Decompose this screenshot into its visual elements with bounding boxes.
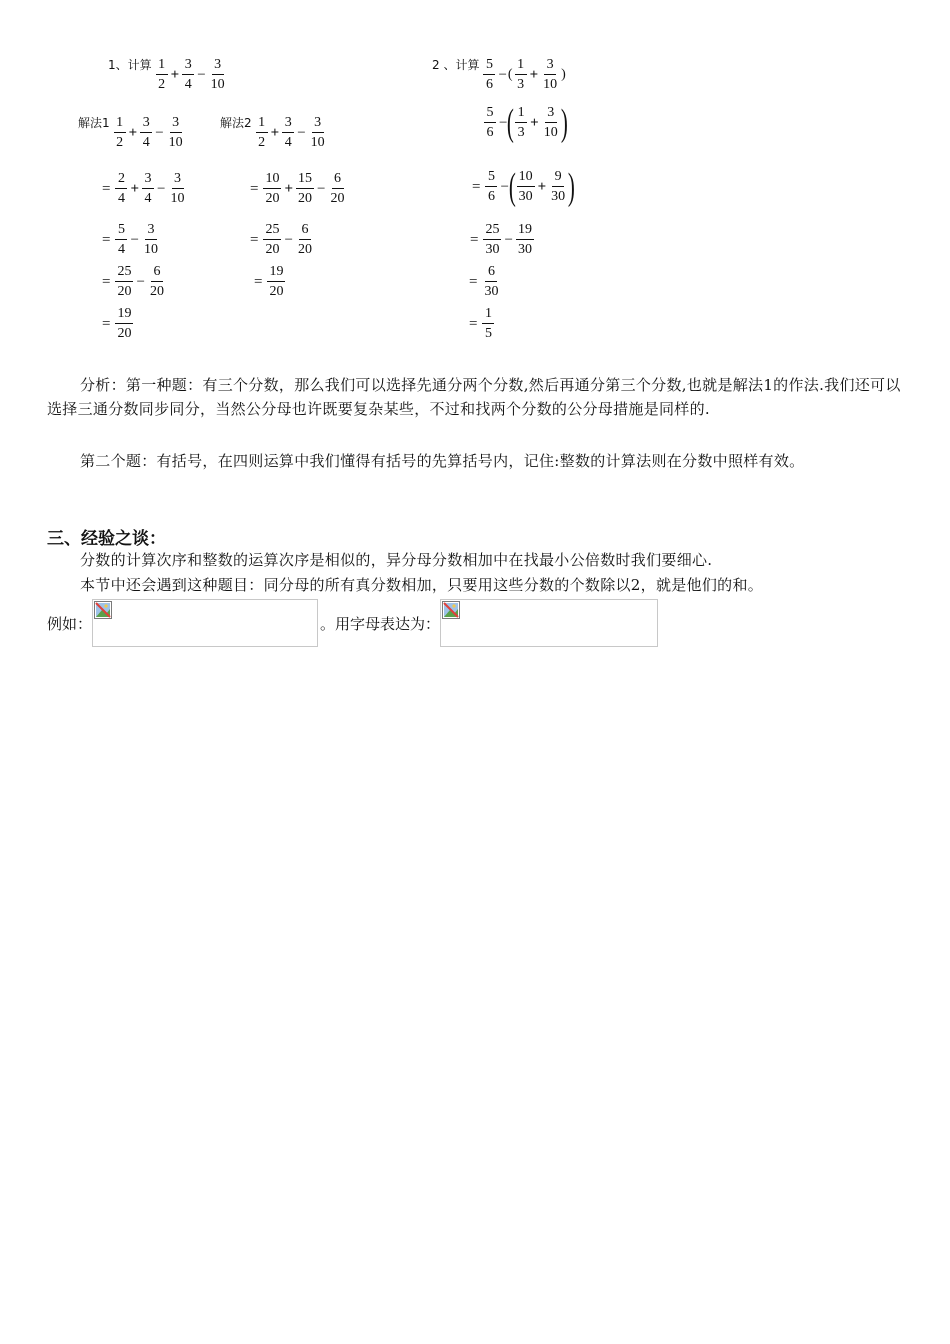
solution-2-line-2: = $\frac{10}{20}$ + $\frac{15}{20}$ − $\frac{6}{20}$	[250, 171, 345, 206]
broken-image-icon	[442, 601, 460, 619]
analysis-paragraph-1: 分析：第一种题：有三个分数，那么我们可以选择先通分两个分数,然后再通分第三个分数,也就是解法1的作法.我们还可以选择三通分数同步同分，当然公分母也许既要复杂某些，不过和找两个分数的公分母措施是同样的.	[47, 376, 901, 418]
problem-1-title: 1、计算	[108, 57, 152, 72]
solution-1-label: 解法1	[78, 115, 110, 130]
analysis-paragraph-2: 第二个题：有括号，在四则运算中我们懂得有括号的先算括号内，记住:整数的计算法则在分数中照样有效。	[80, 452, 805, 470]
problem-2-line-5: = $\frac{1}{5}$	[469, 307, 496, 341]
solution-1-line-3: = $\frac{5}{4}$ − $\frac{3}{10}$	[102, 222, 158, 257]
solution-2-label: 解法2	[220, 115, 252, 130]
experience-paragraph-2: 本节中还会遇到这种题目：同分母的所有真分数相加，只要用这些分数的个数除以2，就是他们的和。	[80, 576, 764, 594]
example-image-placeholder	[92, 599, 318, 647]
solution-2-line-4: = $\frac{19}{20}$	[254, 264, 284, 299]
solution-1-line-4: = $\frac{25}{20}$ − $\frac{6}{20}$	[102, 264, 164, 299]
problem-2-line-4: = $\frac{6}{30}$	[469, 264, 499, 299]
problem-2-header: 2 、计算 $\frac{5}{6}$ − ( $\frac{1}{3}$ + $\frac{3}{10}$ )	[432, 57, 566, 92]
example-label: 例如：	[47, 614, 93, 633]
section-heading: 三、经验之谈：	[47, 529, 166, 549]
problem-2-line-1: $\frac{5}{6}$ − ( $\frac{1}{3}$ + $\frac{3}{10}$ )	[482, 106, 566, 140]
solution-1-line-2: = $\frac{2}{4}$ + $\frac{3}{4}$ − $\frac{3}{10}$	[102, 171, 185, 206]
letters-label: 。用字母表达为：	[320, 614, 441, 633]
solution-2-line-3: = $\frac{25}{20}$ − $\frac{6}{20}$	[250, 222, 312, 257]
problem-2-line-3: = $\frac{25}{30}$ − $\frac{19}{30}$	[470, 222, 532, 257]
problem-1-header: 1、计算 $\frac{1}{2}$ + $\frac{3}{4}$ − $\frac{3}{10}$	[108, 57, 225, 92]
broken-image-icon	[94, 601, 112, 619]
example-row	[47, 598, 658, 648]
solution-1-line-5: = $\frac{19}{20}$	[102, 306, 132, 341]
solution-1-line-1: 解法1 $\frac{1}{2}$ + $\frac{3}{4}$ − $\frac{3}{10}$	[78, 115, 183, 150]
problem-2-line-2: = $\frac{5}{6}$ − ( $\frac{10}{30}$ + $\frac{9}{30}$ )	[472, 165, 575, 208]
experience-paragraph-1: 分数的计算次序和整数的运算次序是相似的，异分母分数相加中在找最小公倍数时我们要细心.	[80, 551, 713, 569]
letters-image-placeholder	[440, 599, 658, 647]
solution-2-line-1: 解法2 $\frac{1}{2}$ + $\frac{3}{4}$ − $\frac{3}{10}$	[220, 115, 325, 150]
problem-2-title: 2 、计算	[432, 57, 480, 72]
